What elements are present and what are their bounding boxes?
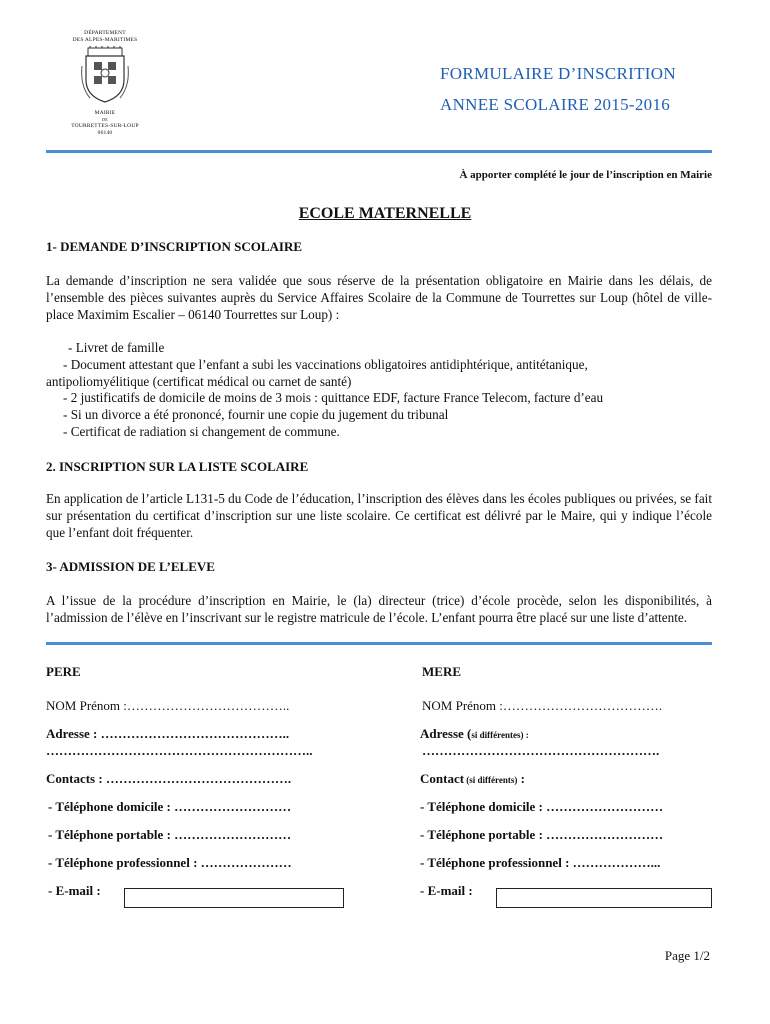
mere-nom-field[interactable]: NOM Prénom :………………………………. bbox=[422, 698, 663, 713]
pere-nom-field[interactable]: NOM Prénom :……………………………….. bbox=[46, 698, 290, 713]
list-item: - Livret de famille bbox=[68, 340, 165, 355]
list-item: - Si un divorce a été prononcé, fournir une copie du jugement du tribunal bbox=[63, 407, 449, 423]
section2-heading: 2. INSCRIPTION SUR LA LISTE SCOLAIRE bbox=[46, 459, 309, 474]
pere-contacts-label: Contacts : ……………………………………. bbox=[46, 771, 292, 786]
mere-contacts-label bbox=[420, 771, 525, 787]
divider-top bbox=[46, 150, 712, 153]
mere-adresse-note: si différentes bbox=[471, 730, 521, 740]
mere-heading: MERE bbox=[422, 664, 461, 679]
department-line1: DÉPARTEMENT bbox=[84, 30, 126, 36]
postcode-label: 06140 bbox=[97, 129, 113, 136]
pere-tel-pro-field[interactable]: - Téléphone professionnel : ………………… bbox=[48, 855, 292, 870]
instruction-note: À apporter complété le jour de l’inscription en Mairie bbox=[459, 169, 712, 181]
pere-tel-portable-field[interactable]: - Téléphone portable : ……………………… bbox=[48, 827, 292, 842]
de-label: DE bbox=[102, 116, 108, 122]
mere-contacts-text: Contact bbox=[420, 771, 465, 786]
section3-paragraph: A l’issue de la procédure d’inscription en Mairie, le (la) directeur (trice) d’école procède, selon les disponibilités, à l’admission de l’élève en l’inscrivant sur le registre matricule de l’école. L’enfant pourra être placé sur une liste d’attente. bbox=[46, 593, 712, 625]
mere-email-label: - E-mail : bbox=[420, 883, 473, 898]
mere-adresse-field[interactable] bbox=[420, 726, 529, 742]
mere-email-input[interactable] bbox=[496, 888, 712, 908]
list-item: antipoliomyélitique (certificat médical ou carnet de santé) bbox=[46, 373, 352, 389]
section1-heading: 1- DEMANDE D’INSCRIPTION SCOLAIRE bbox=[46, 239, 303, 254]
title-line2: ANNEE SCOLAIRE 2015-2016 bbox=[440, 95, 671, 114]
section2-paragraph: En application de l’article L131-5 du Code de l’éducation, l’inscription des élèves dans les écoles publiques ou privées, se fait sur présentation du certificat d’inscription sur une liste scolaire. Ce certificat est délivré par le Maire, qui y indique l’école que l’enfant doit fréquenter. bbox=[46, 491, 712, 540]
commune-label: TOURRETTES-SUR-LOUP bbox=[71, 123, 139, 129]
section3-heading: 3- ADMISSION DE L’ELEVE bbox=[46, 559, 215, 574]
title-line1: FORMULAIRE D’INSCRITION bbox=[440, 64, 676, 83]
mairie-label: MAIRIE bbox=[94, 110, 116, 116]
mere-adresse-line2-field[interactable]: ………………………………………………. bbox=[422, 743, 660, 758]
divider-middle bbox=[46, 642, 712, 645]
mere-contacts-end: : bbox=[517, 771, 525, 786]
municipality-block bbox=[58, 30, 152, 136]
required-documents-list bbox=[46, 340, 712, 441]
mere-tel-domicile-field[interactable]: - Téléphone domicile : ……………………… bbox=[420, 799, 664, 814]
mere-contacts-note: (si différents) bbox=[464, 775, 518, 785]
pere-heading: PERE bbox=[46, 664, 81, 679]
mere-adresse-label: Adresse ( bbox=[420, 726, 472, 741]
list-item: - 2 justificatifs de domicile de moins de 3 mois : quittance EDF, facture France Telecom, facture d’eau bbox=[63, 390, 604, 406]
mere-adresse-end: ) : bbox=[520, 730, 529, 740]
department-line2: DES ALPES-MARITIMES bbox=[72, 36, 138, 43]
pere-tel-domicile-field[interactable]: - Téléphone domicile : ……………………… bbox=[48, 799, 292, 814]
mere-tel-pro-field[interactable]: - Téléphone professionnel : ………………... bbox=[420, 855, 661, 870]
list-item: - Document attestant que l’enfant a subi les vaccinations obligatoires antidiphtérique, antitétanique, bbox=[63, 356, 588, 372]
section1-paragraph: La demande d’inscription ne sera validée que sous réserve de la présentation obligatoire en Mairie dans les délais, de l’ensemble des pièces suivantes auprès du Service Affaires Scolaire de la Commune de Tourrettes sur Loup (hôtel de ville- place Maximim Escalier – 06140 Tourrettes sur Loup) : bbox=[46, 273, 712, 322]
pere-adresse-field[interactable]: Adresse : …………………………………….. bbox=[46, 726, 290, 741]
pere-email-label: - E-mail : bbox=[48, 883, 101, 898]
coat-of-arms-icon bbox=[80, 46, 130, 106]
pere-adresse-line2-field[interactable]: …………………………………………………….. bbox=[46, 743, 313, 758]
pere-email-input[interactable] bbox=[124, 888, 344, 908]
page-number: Page 1/2 bbox=[664, 948, 710, 963]
mere-tel-portable-field[interactable]: - Téléphone portable : ……………………… bbox=[420, 827, 664, 842]
school-title: ECOLE MATERNELLE bbox=[298, 205, 472, 222]
list-item: - Certificat de radiation si changement de commune. bbox=[63, 423, 340, 439]
form-title bbox=[440, 64, 676, 126]
